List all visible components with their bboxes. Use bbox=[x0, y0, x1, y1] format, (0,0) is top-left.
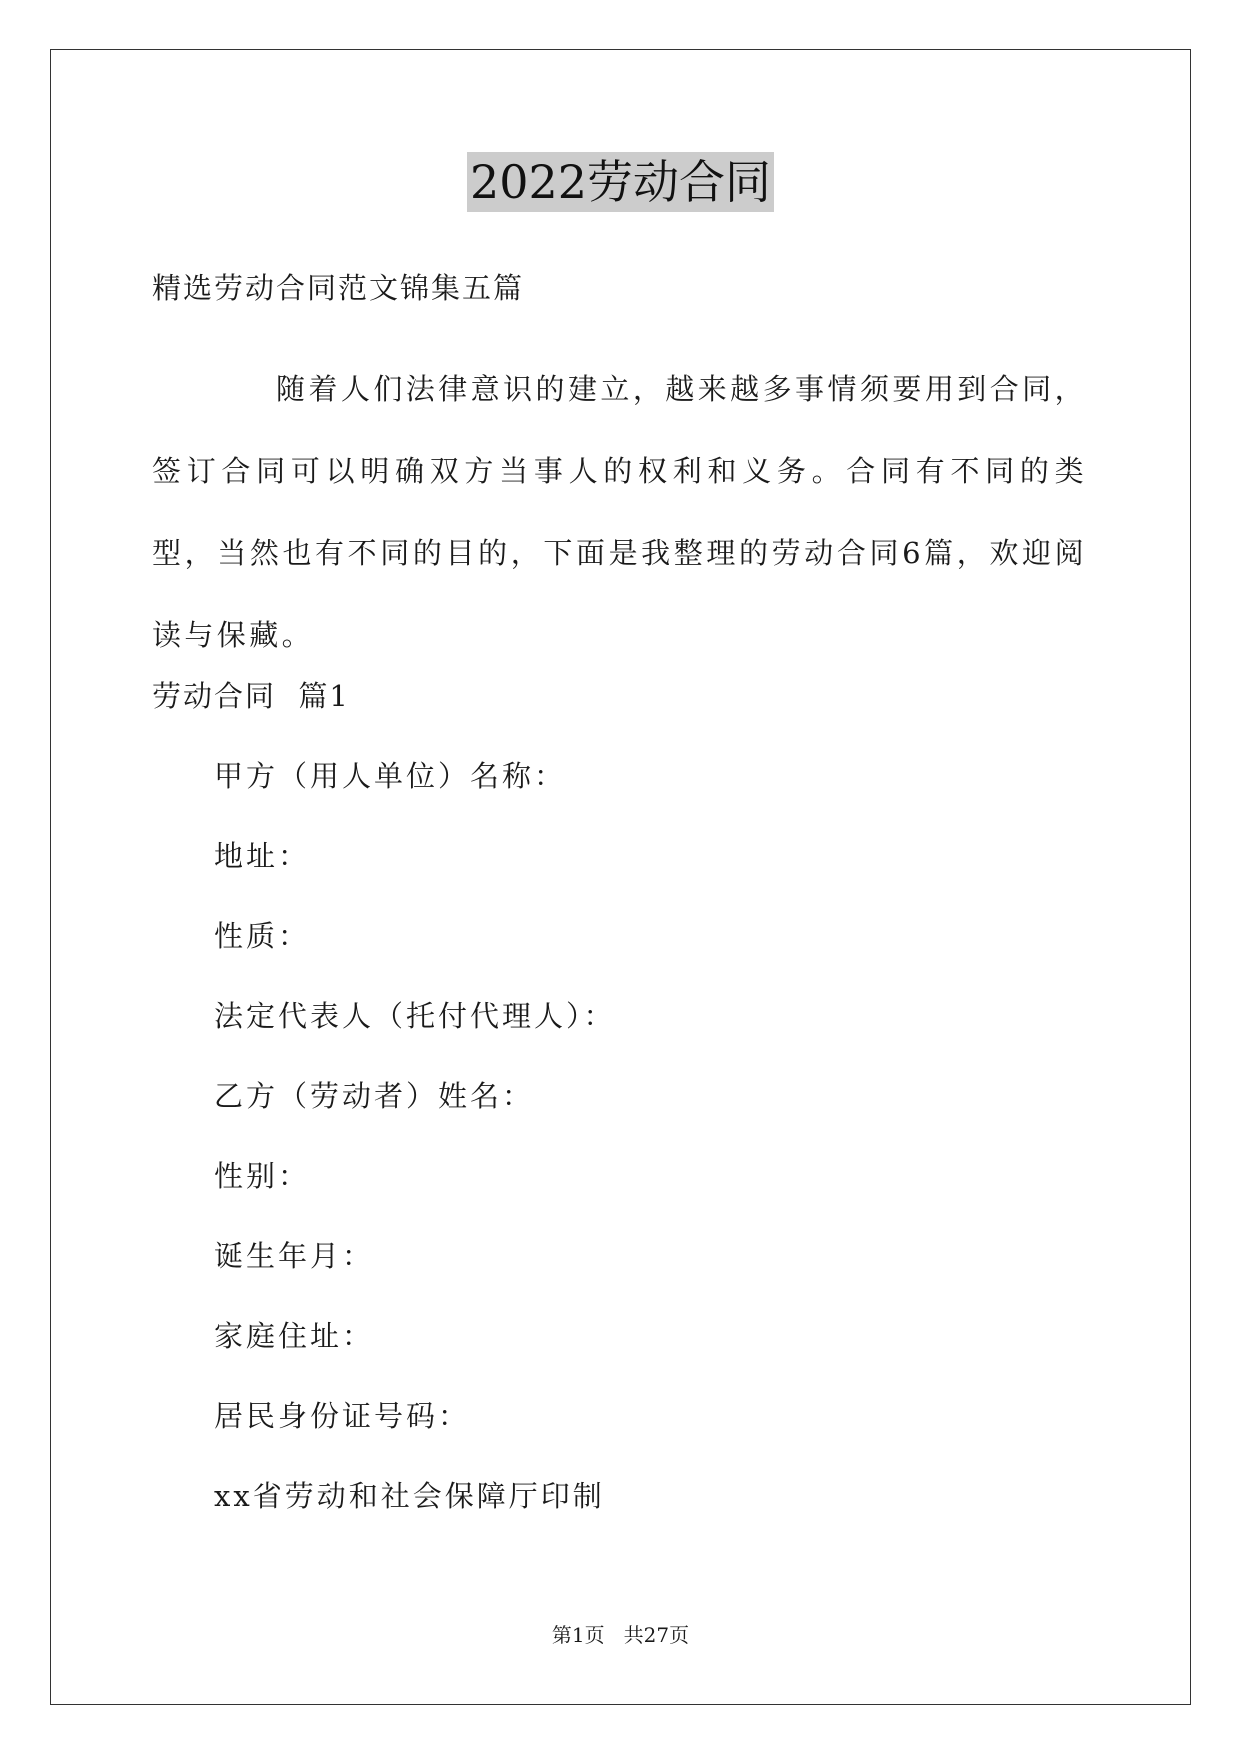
field-address: 地址： bbox=[214, 839, 311, 873]
intro-paragraph: 随着人们法律意识的建立，越来越多事情须要用到合同，签订合同可以明确双方当事人的权利和义务。合同有不同的类型，当然也有不同的目的，下面是我整理的劳动合同6篇，欢迎阅读与保藏。 bbox=[152, 372, 1087, 652]
field-legal-representative: 法定代表人（托付代理人）： bbox=[214, 999, 616, 1033]
field-home-address: 家庭住址： bbox=[214, 1319, 375, 1353]
field-gender: 性别： bbox=[214, 1159, 311, 1193]
document-title: 2022劳动合同 bbox=[467, 152, 774, 212]
field-printer-note: xx省劳动和社会保障厅印制 bbox=[214, 1479, 605, 1513]
field-id-number: 居民身份证号码： bbox=[214, 1399, 471, 1433]
page-footer: 第1页 共27页 bbox=[551, 1623, 690, 1647]
section-heading: 劳动合同 篇1 bbox=[152, 679, 350, 713]
field-nature: 性质： bbox=[214, 919, 311, 953]
document-subtitle: 精选劳动合同范文锦集五篇 bbox=[152, 271, 525, 305]
title-container bbox=[0, 152, 1241, 212]
field-employer-name: 甲方（用人单位）名称： bbox=[214, 759, 567, 793]
field-birth-date: 诞生年月： bbox=[214, 1239, 375, 1273]
field-employee-name: 乙方（劳动者）姓名： bbox=[214, 1079, 535, 1113]
